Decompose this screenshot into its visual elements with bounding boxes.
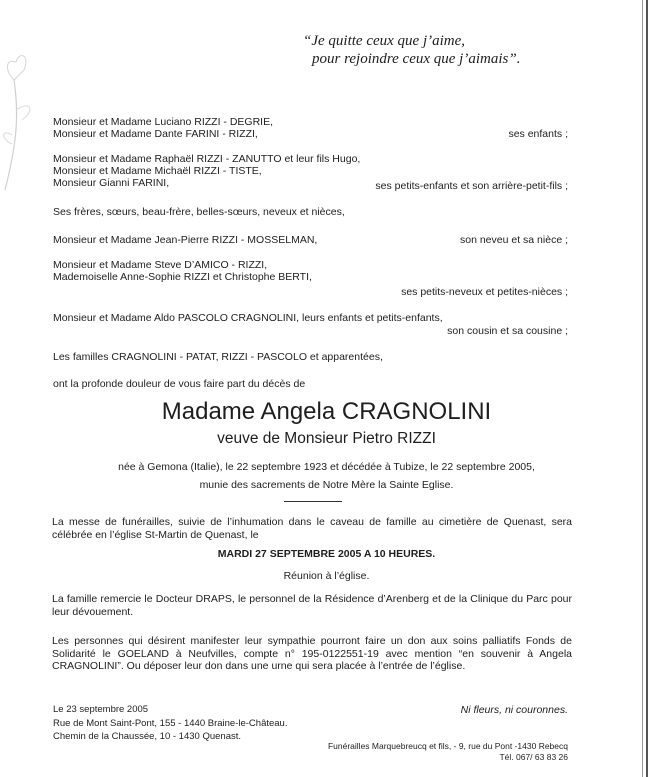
meeting-text: Réunion à l’église. bbox=[283, 570, 370, 582]
no-flowers-text: Ni fleurs, ni couronnes. bbox=[460, 704, 568, 716]
thanks-text: La famille remercie le Docteur DRAPS, le personnel de la Résidence d’Arenberg et de la Clinique du Parc pour leur dévouement. bbox=[52, 593, 572, 618]
family-line: Monsieur et Madame Dante FARINI - RIZZI, bbox=[53, 128, 258, 140]
donation-text: Les personnes qui désirent manifester leur sympathie pourront faire un don aux soins palliatifs Fonds de Solidarité le GOELAND à Neufvilles, compte n° 195-0122551-19 avec mention “en souvenir à Angela CRAGNOLINI”. Ou déposer leur don dans une urne qui sera placée à l’entrée de l’église. bbox=[52, 635, 572, 672]
announcement-text: ont la profonde douleur de vous faire part du décès de bbox=[53, 378, 306, 390]
funeral-home-text: Funérailles Marquebreucq et fils, - 9, rue du Pont -1430 Rebecq bbox=[327, 741, 568, 751]
family-relation: son neveu et sa nièce ; bbox=[460, 234, 568, 246]
family-line: Monsieur et Madame Luciano RIZZI - DEGRIE, bbox=[53, 116, 273, 128]
family-line: Monsieur et Madame Steve D’AMICO - RIZZI, bbox=[53, 259, 268, 271]
family-line: Les familles CRAGNOLINI - PATAT, RIZZI - PASCOLO et apparentées, bbox=[53, 351, 383, 363]
page-border-inner bbox=[642, 0, 643, 777]
family-relation: ses petits-enfants et son arrière-petit-fils ; bbox=[375, 180, 568, 192]
funeral-text: La messe de funérailles, suivie de l’inhumation dans le caveau de famille au cimetière de Quenast, sera célébrée en l’église St-Martin de Quenast, le bbox=[52, 516, 572, 541]
footer-address-1: Rue de Mont Saint-Pont, 155 - 1440 Braine-le-Château. bbox=[53, 718, 288, 729]
family-relation: ses enfants ; bbox=[508, 128, 568, 140]
birth-death-line: née à Gemona (Italie), le 22 septembre 1923 et décédée à Tubize, le 22 septembre 2005, bbox=[118, 461, 535, 473]
flower-decoration-icon bbox=[0, 40, 60, 200]
footer-date: Le 23 septembre 2005 bbox=[53, 704, 149, 715]
funeral-date: MARDI 27 SEPTEMBRE 2005 A 10 HEURES. bbox=[217, 548, 436, 560]
family-line: Monsieur et Madame Aldo PASCOLO CRAGNOLINI, leurs enfants et petits-enfants, bbox=[53, 312, 443, 324]
family-line: Mademoiselle Anne-Sophie RIZZI et Christophe BERTI, bbox=[53, 271, 312, 283]
deceased-name: Madame Angela CRAGNOLINI bbox=[161, 398, 492, 425]
family-line: Monsieur Gianni FARINI, bbox=[53, 177, 170, 189]
quote-line-1: “Je quitte ceux que j’aime, bbox=[303, 33, 466, 49]
family-line: Monsieur et Madame Raphaël RIZZI - ZANUTTO et leur fils Hugo, bbox=[53, 153, 361, 165]
footer-address-2: Chemin de la Chaussée, 10 - 1430 Quenast. bbox=[53, 731, 242, 742]
family-relation: ses petits-neveux et petites-nièces ; bbox=[401, 286, 568, 298]
deceased-widow: veuve de Monsieur Pietro RIZZI bbox=[217, 430, 436, 447]
family-relation: son cousin et sa cousine ; bbox=[447, 325, 568, 337]
family-line: Monsieur et Madame Michaël RIZZI - TISTE, bbox=[53, 165, 262, 177]
page-border-outer bbox=[646, 0, 648, 777]
family-line: Ses frères, sœurs, beau-frère, belles-sœurs, neveux et nièces, bbox=[53, 206, 345, 218]
quote-line-2: pour rejoindre ceux que j’aimais”. bbox=[312, 51, 521, 67]
sacraments-line: munie des sacrements de Notre Mère la Sainte Eglise. bbox=[199, 479, 454, 491]
separator-rule bbox=[284, 501, 342, 502]
funeral-home-phone: Tél. 067/ 63 83 26 bbox=[499, 752, 568, 762]
family-line: Monsieur et Madame Jean-Pierre RIZZI - MOSSELMAN, bbox=[53, 234, 318, 246]
